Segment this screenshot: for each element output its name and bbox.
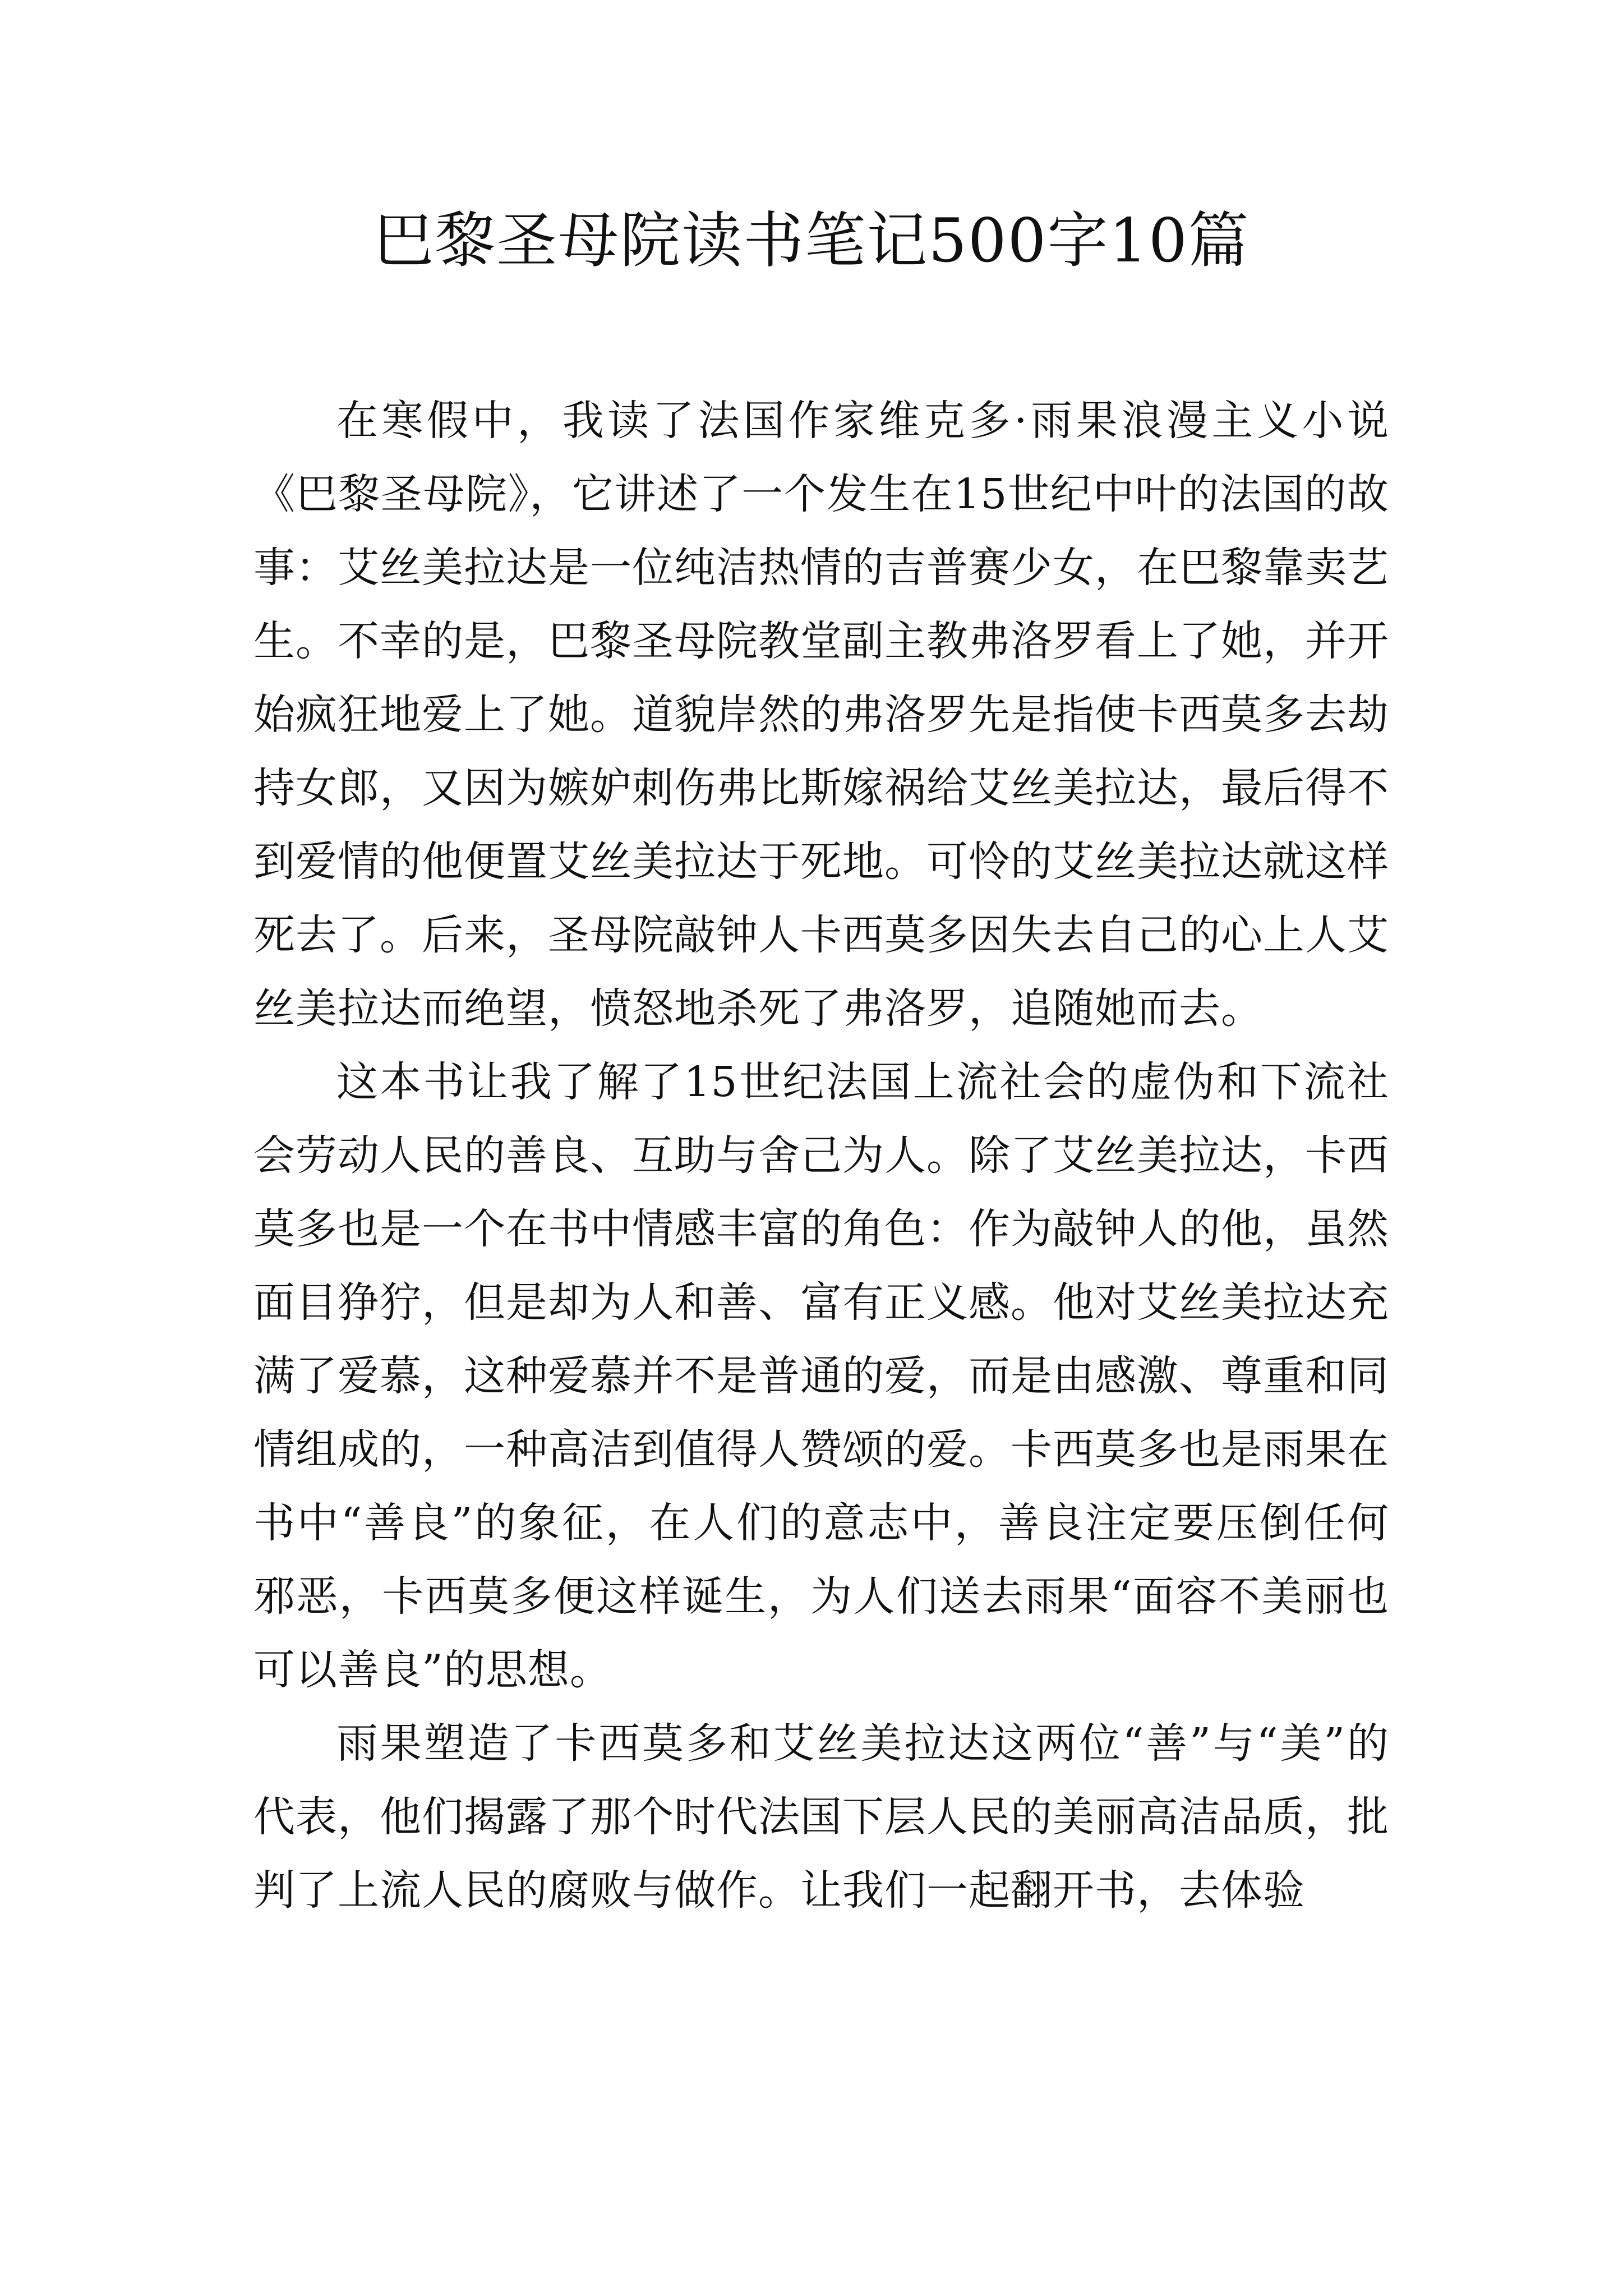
paragraph-3: 雨果塑造了卡西莫多和艾丝美拉达这两位“善”与“美”的代表，他们揭露了那个时代法国下层人民的美丽高洁品质，批判了上流人民的腐败与做作。让我们一起翻开书，去体验 <box>253 1719 1389 1915</box>
document-body <box>253 384 1389 1927</box>
paragraph-1: 在寒假中，我读了法国作家维克多·雨果浪漫主义小说《巴黎圣母院》，它讲述了一个发生在15世纪中叶的法国的故事：艾丝美拉达是一位纯洁热情的吉普赛少女，在巴黎靠卖艺生。不幸的是，巴黎圣母院教堂副主教弗洛罗看上了她，并开始疯狂地爱上了她。道貌岸然的弗洛罗先是指使卡西莫多去劫持女郎，又因为嫉妒刺伤弗比斯嫁祸给艾丝美拉达，最后得不到爱情的他便置艾丝美拉达于死地。可怜的艾丝美拉达就这样死去了。后来，圣母院敲钟人卡西莫多因失去自己的心上人艾丝美拉达而绝望，愤怒地杀死了弗洛罗，追随她而去。 <box>253 397 1389 1033</box>
paragraph-2: 这本书让我了解了15世纪法国上流社会的虚伪和下流社会劳动人民的善良、互助与舍己为人。除了艾丝美拉达，卡西莫多也是一个在书中情感丰富的角色：作为敲钟人的他，虽然面目狰狞，但是却为人和善、富有正义感。他对艾丝美拉达充满了爱慕，这种爱慕并不是普通的爱，而是由感激、尊重和同情组成的，一种高洁到值得人赞颂的爱。卡西莫多也是雨果在书中“善良”的象征，在人们的意志中，善良注定要压倒任何邪恶，卡西莫多便这样诞生，为人们送去雨果“面容不美丽也可以善良”的思想。 <box>253 1058 1389 1694</box>
document-title: 巴黎圣母院读书笔记500字10篇 <box>373 206 1250 276</box>
